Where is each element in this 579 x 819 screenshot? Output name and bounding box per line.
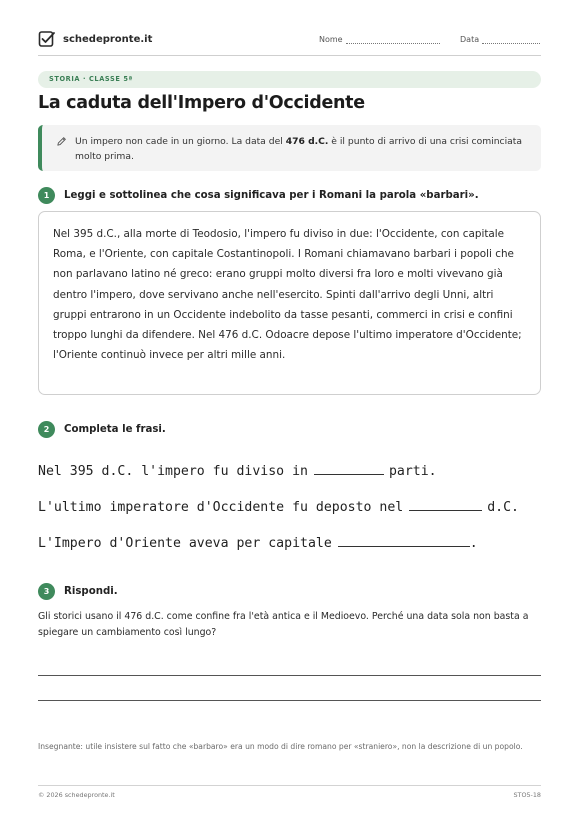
brand-name: schedepronte.it (63, 33, 153, 45)
step-instruction: Leggi e sottolinea che cosa significava per i Romani la parola «barbari». (64, 190, 479, 201)
intro-box (38, 125, 541, 171)
step-instruction: Rispondi. (64, 586, 118, 597)
name-label: Nome (319, 35, 343, 44)
answer-blank[interactable] (409, 500, 482, 511)
checkbox-document-icon (38, 30, 56, 48)
name-blank[interactable] (346, 36, 440, 44)
open-question: Gli storici usano il 476 d.C. come confine fra l'età antica e il Medioevo. Perché una data sola non basta a spiegare un cambiamento così lungo? (38, 611, 529, 638)
date-field[interactable] (460, 35, 540, 44)
pencil-icon (56, 136, 67, 147)
page-footer (38, 785, 541, 799)
step-number-badge: 2 (38, 421, 55, 438)
subject-tag: STORIA · CLASSE 5ª (38, 71, 541, 88)
step-2-heading (38, 421, 166, 438)
fill-sentence: L'ultimo imperatore d'Occidente fu deposto nel d.C. (38, 500, 519, 515)
date-label: Data (460, 35, 480, 44)
intro-text: Un impero non cade in un giorno. La data del 476 d.C. è il punto di arrivo di una crisi cominciata molto prima. (75, 136, 522, 162)
step-number-badge: 1 (38, 187, 55, 204)
teacher-note: Insegnante: utile insistere sul fatto che «barbaro» era un modo di dire romano per «straniero», non la descrizione di un popolo. (38, 742, 523, 751)
step-1-heading (38, 187, 479, 204)
reading-passage: Nel 395 d.C., alla morte di Teodosio, l'impero fu diviso in due: l'Occidente, con capitale Roma, e l'Oriente, con capitale Costantinopoli. I Romani chiamavano barbari i popoli che non parlavano latino né greco: erano gruppi molto diversi fra loro e molti vivevano già dentro l'impero, dove servivano anche nell'esercito. Spinti dall'arrivo degli Unni, altri gruppi entrarono in un Occidente indebolito da tasse pesanti, commerci in crisi e confini troppo lunghi da difendere. Nel 476 d.C. Odoacre depose l'ultimo imperatore d'Occidente; l'Oriente continuò invece per altri mille anni. (38, 211, 541, 395)
fill-sentence: Nel 395 d.C. l'impero fu diviso in parti. (38, 464, 437, 479)
page-title: La caduta dell'Impero d'Occidente (38, 93, 365, 113)
name-field[interactable] (319, 35, 440, 44)
worksheet-code: STO5-18 (513, 791, 541, 799)
brand-logo (38, 30, 152, 48)
answer-blank[interactable] (338, 536, 470, 547)
copyright: © 2026 schedepronte.it (38, 791, 115, 799)
answer-blank[interactable] (314, 464, 384, 475)
answer-line[interactable] (38, 675, 541, 676)
date-blank[interactable] (482, 36, 540, 44)
intro-date: 476 d.C. (285, 136, 329, 147)
page-header (38, 28, 541, 56)
step-instruction: Completa le frasi. (64, 424, 166, 435)
step-number-badge: 3 (38, 583, 55, 600)
fill-sentence: L'Impero d'Oriente aveva per capitale . (38, 536, 478, 551)
step-3-heading (38, 583, 118, 600)
answer-line[interactable] (38, 700, 541, 701)
